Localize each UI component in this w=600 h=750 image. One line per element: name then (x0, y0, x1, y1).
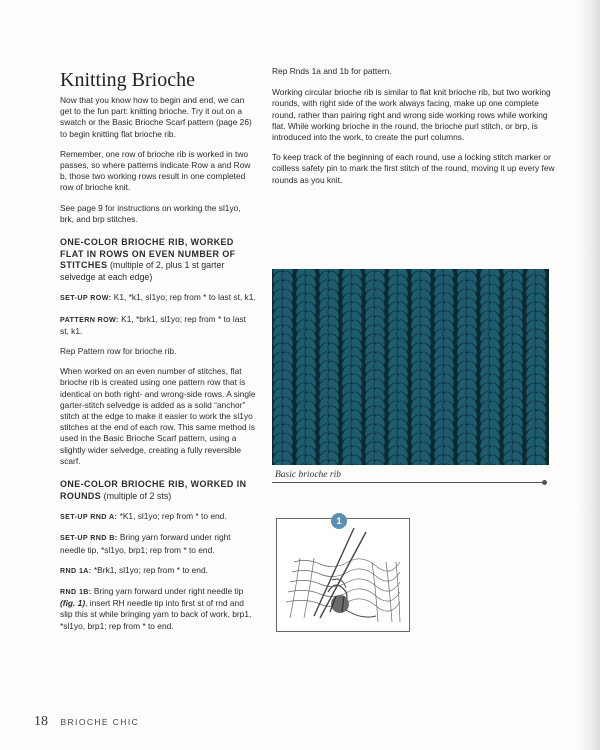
page-heading: Knitting Brioche (60, 69, 195, 91)
setup-rnd-a-text: *K1, sl1yo; rep from * to end. (119, 511, 227, 522)
rnd-1a-label: RND 1A: (60, 566, 92, 575)
rnd-1b-text-a: Bring yarn forward under right needle tip (93, 586, 244, 597)
marker-paragraph: To keep track of the beginning of each round, use a locking stitch marker or coilless safety pin to mark the first stitch of the round, moving it up every few rounds as you knit. (272, 152, 555, 185)
section-rounds-note: (multiple of 2 sts) (103, 490, 172, 501)
section-flat-title: ONE-COLOR BRIOCHE RIB, WORKED FLAT IN ROWS ON EVEN NUMBER OF STITCHES (60, 237, 236, 271)
pattern-row-instruction (60, 314, 256, 337)
fig-1-illustration (276, 518, 410, 632)
rep-pattern-paragraph: Rep Pattern row for brioche rib. (60, 346, 177, 357)
rnd-1a-text: *Brk1, sl1yo; rep from * to end. (93, 564, 208, 575)
section-rounds-heading (60, 479, 256, 502)
page-edge-shadow (576, 0, 600, 750)
page-number: 18 (34, 714, 48, 729)
see-page-paragraph: See page 9 for instructions on working the sl1yo, brk, and brp stitches. (60, 202, 241, 224)
setup-row-label: SET-UP ROW: (60, 294, 112, 303)
book-title: BRIOCHE CHIC (60, 717, 140, 727)
left-column (60, 68, 256, 641)
page-footer (34, 712, 139, 730)
rnd-1b-instruction (60, 586, 256, 632)
section-flat-heading (60, 237, 256, 283)
circular-paragraph: Working circular brioche rib is similar to flat knit brioche rib, but two working rounds, with right side of the work always facing, make up one complete round, rather than pairing right and wrong side working rows while working flat. While working brioche in the round, the brioche purl stitch, or brp, is introduced into the work, to create the purl columns. (272, 87, 551, 143)
rep-rounds-paragraph: Rep Rnds 1a and 1b for pattern. (272, 66, 392, 76)
remember-paragraph: Remember, one row of brioche rib is worked in two passes, so where patterns indicate Row a and Row b, those two working rows result in one completed row of brioche knit. (60, 148, 251, 193)
setup-row-instruction (60, 292, 256, 304)
rnd-1b-label: RND 1B: (60, 588, 92, 597)
intro-paragraph: Now that you know how to begin and end, we can get to the fun part: knitting brioche. Try it out on a swatch or the Basic Brioche Scarf pattern (page 26) to begin knitting flat brioche rib. (60, 95, 252, 139)
setup-rnd-a-label: SET-UP RND A: (60, 513, 118, 522)
fig-1-reference: (fig. 1) (60, 598, 86, 609)
pattern-row-text: K1, *brk1, sl1yo; rep from * to last st, k1. (60, 313, 246, 336)
knit-texture-image (272, 269, 549, 465)
caption-rule (272, 482, 543, 483)
caption-rule-dot (542, 480, 547, 485)
figure-number-badge: 1 (331, 513, 347, 529)
even-stitches-paragraph: When worked on an even number of stitches, flat brioche rib is created using one pattern row that is identical on both right- and wrong-side rows. A single garter-stitch selvedge is added as a solid “anchor” stitch at the edge to make it easier to work the sl1yo stitches at the end of each row. This same method is used in the Basic Brioche Scarf pattern, using a slightly wider selvedge, creating a fully reversible scarf. (60, 366, 256, 466)
needle-illustration (276, 518, 410, 632)
right-column (272, 66, 556, 195)
brioche-rib-photo (272, 269, 549, 465)
setup-rnd-b-instruction (60, 532, 256, 555)
setup-row-text: K1, *k1, sl1yo; rep from * to last st, k1. (113, 292, 256, 303)
photo-caption-bar (272, 466, 549, 486)
rnd-1b-text-b: , insert RH needle tip into first st of rnd and slip this st while bringing yarn to back of work, brp1, *sl1yo, brp1; rep from * to end. (60, 598, 252, 631)
section-rounds-title: ONE-COLOR BRIOCHE RIB, WORKED IN ROUNDS (60, 479, 247, 501)
setup-rnd-b-label: SET-UP RND B: (60, 534, 118, 543)
pattern-row-label: PATTERN ROW: (60, 315, 119, 324)
photo-caption: Basic brioche rib (275, 470, 341, 480)
rnd-1a-instruction (60, 565, 256, 577)
setup-rnd-b-text: Bring yarn forward under right needle tip, *sl1yo, brp1; rep from * to end. (60, 532, 231, 555)
section-flat-note: (multiple of 2, plus 1 st garter selvedge at each edge) (60, 260, 225, 282)
setup-rnd-a-instruction (60, 511, 256, 523)
